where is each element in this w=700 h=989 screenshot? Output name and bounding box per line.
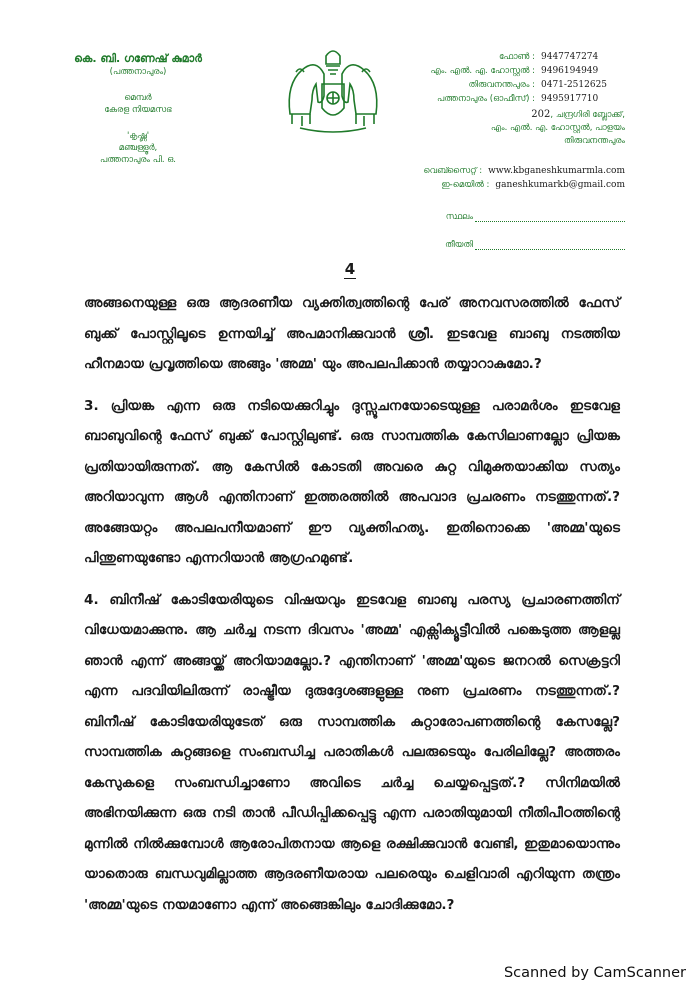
contact-row-hostel	[400, 66, 625, 80]
contact-row-tvm	[400, 80, 625, 94]
website-row	[400, 166, 625, 180]
contact-value: 9495917710	[541, 94, 599, 104]
mla-name: കെ. ബി. ഗണേഷ് കുമാർ	[74, 52, 202, 65]
place-field	[400, 200, 625, 222]
contact-label: എം. എൽ. എ. ഹോസ്റ്റൽ :	[430, 66, 535, 76]
website-label: വെബ്സൈറ്റ് :	[423, 166, 483, 176]
address-line-1: മഞ്ചള്ളൂർ,	[118, 143, 158, 153]
hostel-line-3: തിരുവനന്തപുരം	[564, 136, 625, 146]
contact-label: തിരുവനന്തപുരം :	[468, 80, 535, 90]
hostel-block: , ചന്ദ്രഗിരി ബ്ലോക്ക്,	[550, 110, 625, 120]
contact-row-office	[400, 94, 625, 108]
website-link[interactable]: www.kbganeshkumarmla.com	[488, 166, 625, 176]
address-line-2: പത്തനാപുരം പി. ഒ.	[99, 155, 176, 165]
contact-value: 9447747274	[541, 52, 599, 62]
page-number: 4	[344, 260, 356, 278]
date-label: തീയതി	[445, 240, 473, 250]
constituency: (പത്തനാപുരം)	[109, 67, 167, 77]
letter-body	[84, 288, 620, 931]
place-label: സ്ഥലം	[445, 212, 473, 222]
contact-value: 0471-2512625	[541, 80, 608, 90]
email-row	[400, 180, 625, 194]
place-blank	[475, 211, 625, 222]
house-name: 'കൃഷ്ണ'	[126, 131, 150, 141]
kerala-emblem-icon	[282, 44, 384, 134]
online-contacts	[400, 166, 625, 194]
paragraph-2: 3. പ്രിയങ്ക എന്ന ഒരു നടിയെക്കുറിച്ചും ദുസ്സൂചനയോടെയുള്ള പരാമർശം ഇടവേള ബാബുവിന്റെ ഫേസ് ബുക്ക് പോസ്റ്റിലുണ്ട്. ഒരു സാമ്പത്തിക കേസിലാണല്ലോ പ്രിയങ്ക പ്രതിയായിരുന്നത്. ആ കേസിൽ കോടതി അവരെ കുറ്റ വിമുക്തയാക്കിയ സത്യം അറിയാവുന്ന ആൾ എന്തിനാണ് ഇത്തരത്തിൽ അപവാദ പ്രചരണം നടത്തുന്നത്.? അങ്ങേയറ്റം അപലപനീയമാണ് ഈ വ്യക്തിഹത്യ. ഇതിനൊക്കെ 'അമ്മ'യുടെ പിന്തുണയുണ്ടോ എന്നറിയാൻ ആഗ്രഹമുണ്ട്.	[84, 397, 620, 566]
member-title: മെമ്പർ	[124, 93, 152, 103]
scanner-watermark: Scanned by CamScanner	[503, 965, 686, 981]
contact-label: ഫോൺ :	[498, 52, 535, 62]
email-label: ഇ-മെയിൽ :	[441, 180, 490, 190]
hostel-number: 202	[531, 109, 551, 120]
hostel-address	[400, 108, 625, 148]
hostel-line-2: എം. എൽ. എ. ഹോസ്റ്റൽ, പാളയം	[490, 123, 625, 133]
contact-row-phone	[400, 52, 625, 66]
contact-value: 9496194949	[541, 66, 599, 76]
letterhead-contact	[400, 52, 625, 250]
email-link[interactable]: ganeshkumarkb@gmail.com	[495, 180, 625, 190]
paragraph-1: അങ്ങനെയുള്ള ഒരു ആദരണീയ വ്യക്തിത്വത്തിന്റെ പേര് അനവസരത്തിൽ ഫേസ് ബുക്ക് പോസ്റ്റിലൂടെ ഉന്നയിച്ച് അപമാനിക്കുവാൻ ശ്രീ. ഇടവേള ബാബു നടത്തിയ ഹീനമായ പ്രവൃത്തിയെ അങ്ങും 'അമ്മ' യും അപലപിക്കാൻ തയ്യാറാകുമോ.?	[84, 295, 620, 372]
date-field	[400, 228, 625, 250]
date-blank	[475, 239, 625, 250]
paragraph-3: 4. ബിനീഷ് കോടിയേരിയുടെ വിഷയവും ഇടവേള ബാബു പരസ്യ പ്രചാരണത്തിന് വിധേയമാക്കുന്നു. ആ ചർച്ച നടന്ന ദിവസം 'അമ്മ' എക്സിക്യൂട്ടീവിൽ പങ്കെടുത്ത ആളല്ല ഞാൻ എന്ന് അങ്ങയ്ക്ക് അറിയാമല്ലോ.? എന്തിനാണ് 'അമ്മ'യുടെ ജനറൽ സെക്രട്ടറി എന്ന പദവിയിലിരുന്ന് രാഷ്ട്രീയ ദുരുദ്ദേശങ്ങളുള്ള നുണ പ്രചരണം നടത്തുന്നത്.? ബിനീഷ് കോടിയേരിയുടേത് ഒരു സാമ്പത്തിക കുറ്റാരോപണത്തിന്റെ കേസല്ലേ? സാമ്പത്തിക കുറ്റങ്ങളെ സംബന്ധിച്ച പരാതികൾ പലരുടെയും പേരിലില്ലേ? അത്തരം കേസുകളെ സംബന്ധിച്ചാണോ അവിടെ ചർച്ച ചെയ്യപ്പെട്ടത്.? സിനിമയിൽ അഭിനയിക്കുന്ന ഒരു നടി താൻ പീഡിപ്പിക്കപ്പെട്ടു എന്ന പരാതിയുമായി നീതിപീഠത്തിന്റെ മുന്നിൽ നിൽക്കുമ്പോൾ ആരോപിതനായ ആളെ രക്ഷിക്കുവാൻ വേണ്ടി, ഇതുമായൊന്നും യാതൊരു ബന്ധവുമില്ലാത്ത ആദരണീയരായ പലരെയും ചെളിവാരി എറിയുന്ന തന്ത്രം 'അമ്മ'യുടെ നയമാണോ എന്ന് അങ്ങെങ്കിലും ചോദിക്കുമോ.?	[84, 591, 620, 913]
assembly-title: കേരള നിയമസഭ	[104, 105, 172, 115]
contact-label: പത്തനാപുരം (ഓഫീസ്) :	[437, 94, 535, 104]
letterhead-left	[38, 52, 238, 166]
